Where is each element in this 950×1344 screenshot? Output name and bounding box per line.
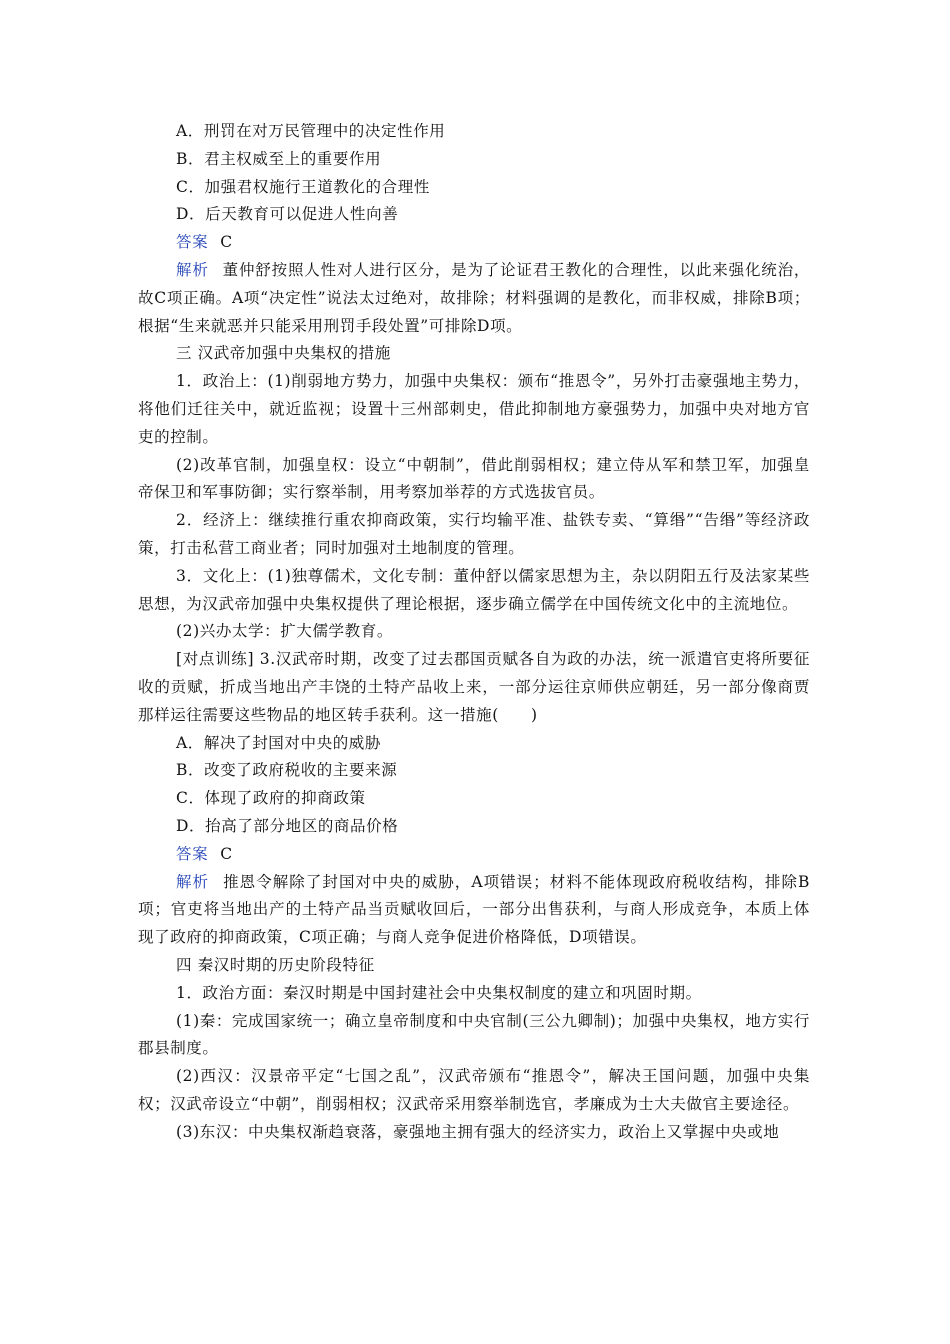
q1-option-c: C．加强君权施行王道教化的合理性 [176,177,430,196]
section3-paragraph: 2．经济上：继续推行重农抑商政策，实行均输平准、盐铁专卖、“算缗”“告缗”等经济政策，打击私营工商业者；同时加强对土地制度的管理。 [138,511,810,557]
q3-answer-line [138,841,810,869]
section3-heading: 三 汉武帝加强中央集权的措施 [176,344,391,363]
q1-option-d: D．后天教育可以促进人性向善 [176,205,399,224]
answer-label: 答案 [176,844,209,863]
q1-option-b: B．君主权威至上的重要作用 [176,149,382,168]
q3-option-c: C．体现了政府的抑商政策 [176,789,366,808]
explanation-label: 解析 [176,260,209,279]
q3-option-d: D．抬高了部分地区的商品价格 [176,816,399,835]
q3-stem: [对点训练] 3.汉武帝时期，改变了过去郡国贡赋各自为政的办法，统一派遣官吏将所要征收的贡赋，折成当地出产丰饶的土特产品收上来，一部分运往京师供应朝廷，另一部分像商贾那样运往需要这些物品的地区转手获利。这一措施( ) [138,650,810,724]
section4-paragraph: (3)东汉：中央集权渐趋衰落，豪强地主拥有强大的经济实力，政治上又掌握中央或地 [176,1122,780,1141]
section4-paragraph: (2)西汉：汉景帝平定“七国之乱”，汉武帝颁布“推恩令”，解决王国问题，加强中央集权；汉武帝设立“中朝”，削弱相权；汉武帝采用察举制选官，孝廉成为士大夫做官主要途径。 [138,1067,810,1113]
page-content [138,118,810,1146]
section4-heading: 四 秦汉时期的历史阶段特征 [176,955,375,974]
q3-answer-value: C [220,844,233,863]
section3-paragraph: 3．文化上：(1)独尊儒术，文化专制：董仲舒以儒家思想为主，杂以阴阳五行及法家某些思想，为汉武帝加强中央集权提供了理论根据，逐步确立儒学在中国传统文化中的主流地位。 [138,566,810,613]
explanation-label: 解析 [176,872,210,891]
section4-paragraph: 1．政治方面：秦汉时期是中国封建社会中央集权制度的建立和巩固时期。 [176,983,702,1002]
q1-answer-value: C [220,233,233,252]
q3-explanation-text: 推恩令解除了封国对中央的威胁，A项错误；材料不能体现政府税收结构，排除B项；官吏将当地出产的土特产品当贡赋收回后，一部分出售获利，与商人形成竞争，本质上体现了政府的抑商政策，C项正确；与商人竞争促进价格降低，D项错误。 [138,872,811,947]
q1-answer-line [138,229,810,257]
q3-option-a: A．解决了封国对中央的威胁 [176,733,381,752]
q3-option-b: B．改变了政府税收的主要来源 [176,761,398,780]
section3-paragraph: 1．政治上：(1)削弱地方势力，加强中央集权：颁布“推恩令”，另外打击豪强地主势力，将他们迁往关中，就近监视；设置十三州部刺史，借此抑制地方豪强势力，加强中央对地方官吏的控制。 [138,372,810,446]
q1-explanation-text: 董仲舒按照人性对人进行区分，是为了论证君王教化的合理性，以此来强化统治，故C项正确。A项“决定性”说法太过绝对，故排除；材料强调的是教化，而非权威，排除B项；根据“生来就恶并只能采用刑罚手段处置”可排除D项。 [138,260,811,335]
section4-paragraph: (1)秦：完成国家统一；确立皇帝制度和中央官制(三公九卿制)；加强中央集权，地方实行郡县制度。 [138,1011,810,1058]
q3-explanation [138,869,810,952]
section3-paragraph: (2)兴办太学：扩大儒学教育。 [176,622,393,641]
answer-label: 答案 [176,233,209,252]
section3-paragraph: (2)改革官制，加强皇权：设立“中朝制”，借此削弱相权；建立侍从军和禁卫军，加强皇帝保卫和军事防御；实行察举制，用考察加举荐的方式选拔官员。 [138,455,810,502]
q1-explanation [138,257,810,340]
q1-option-a: A．刑罚在对万民管理中的决定性作用 [176,122,446,140]
